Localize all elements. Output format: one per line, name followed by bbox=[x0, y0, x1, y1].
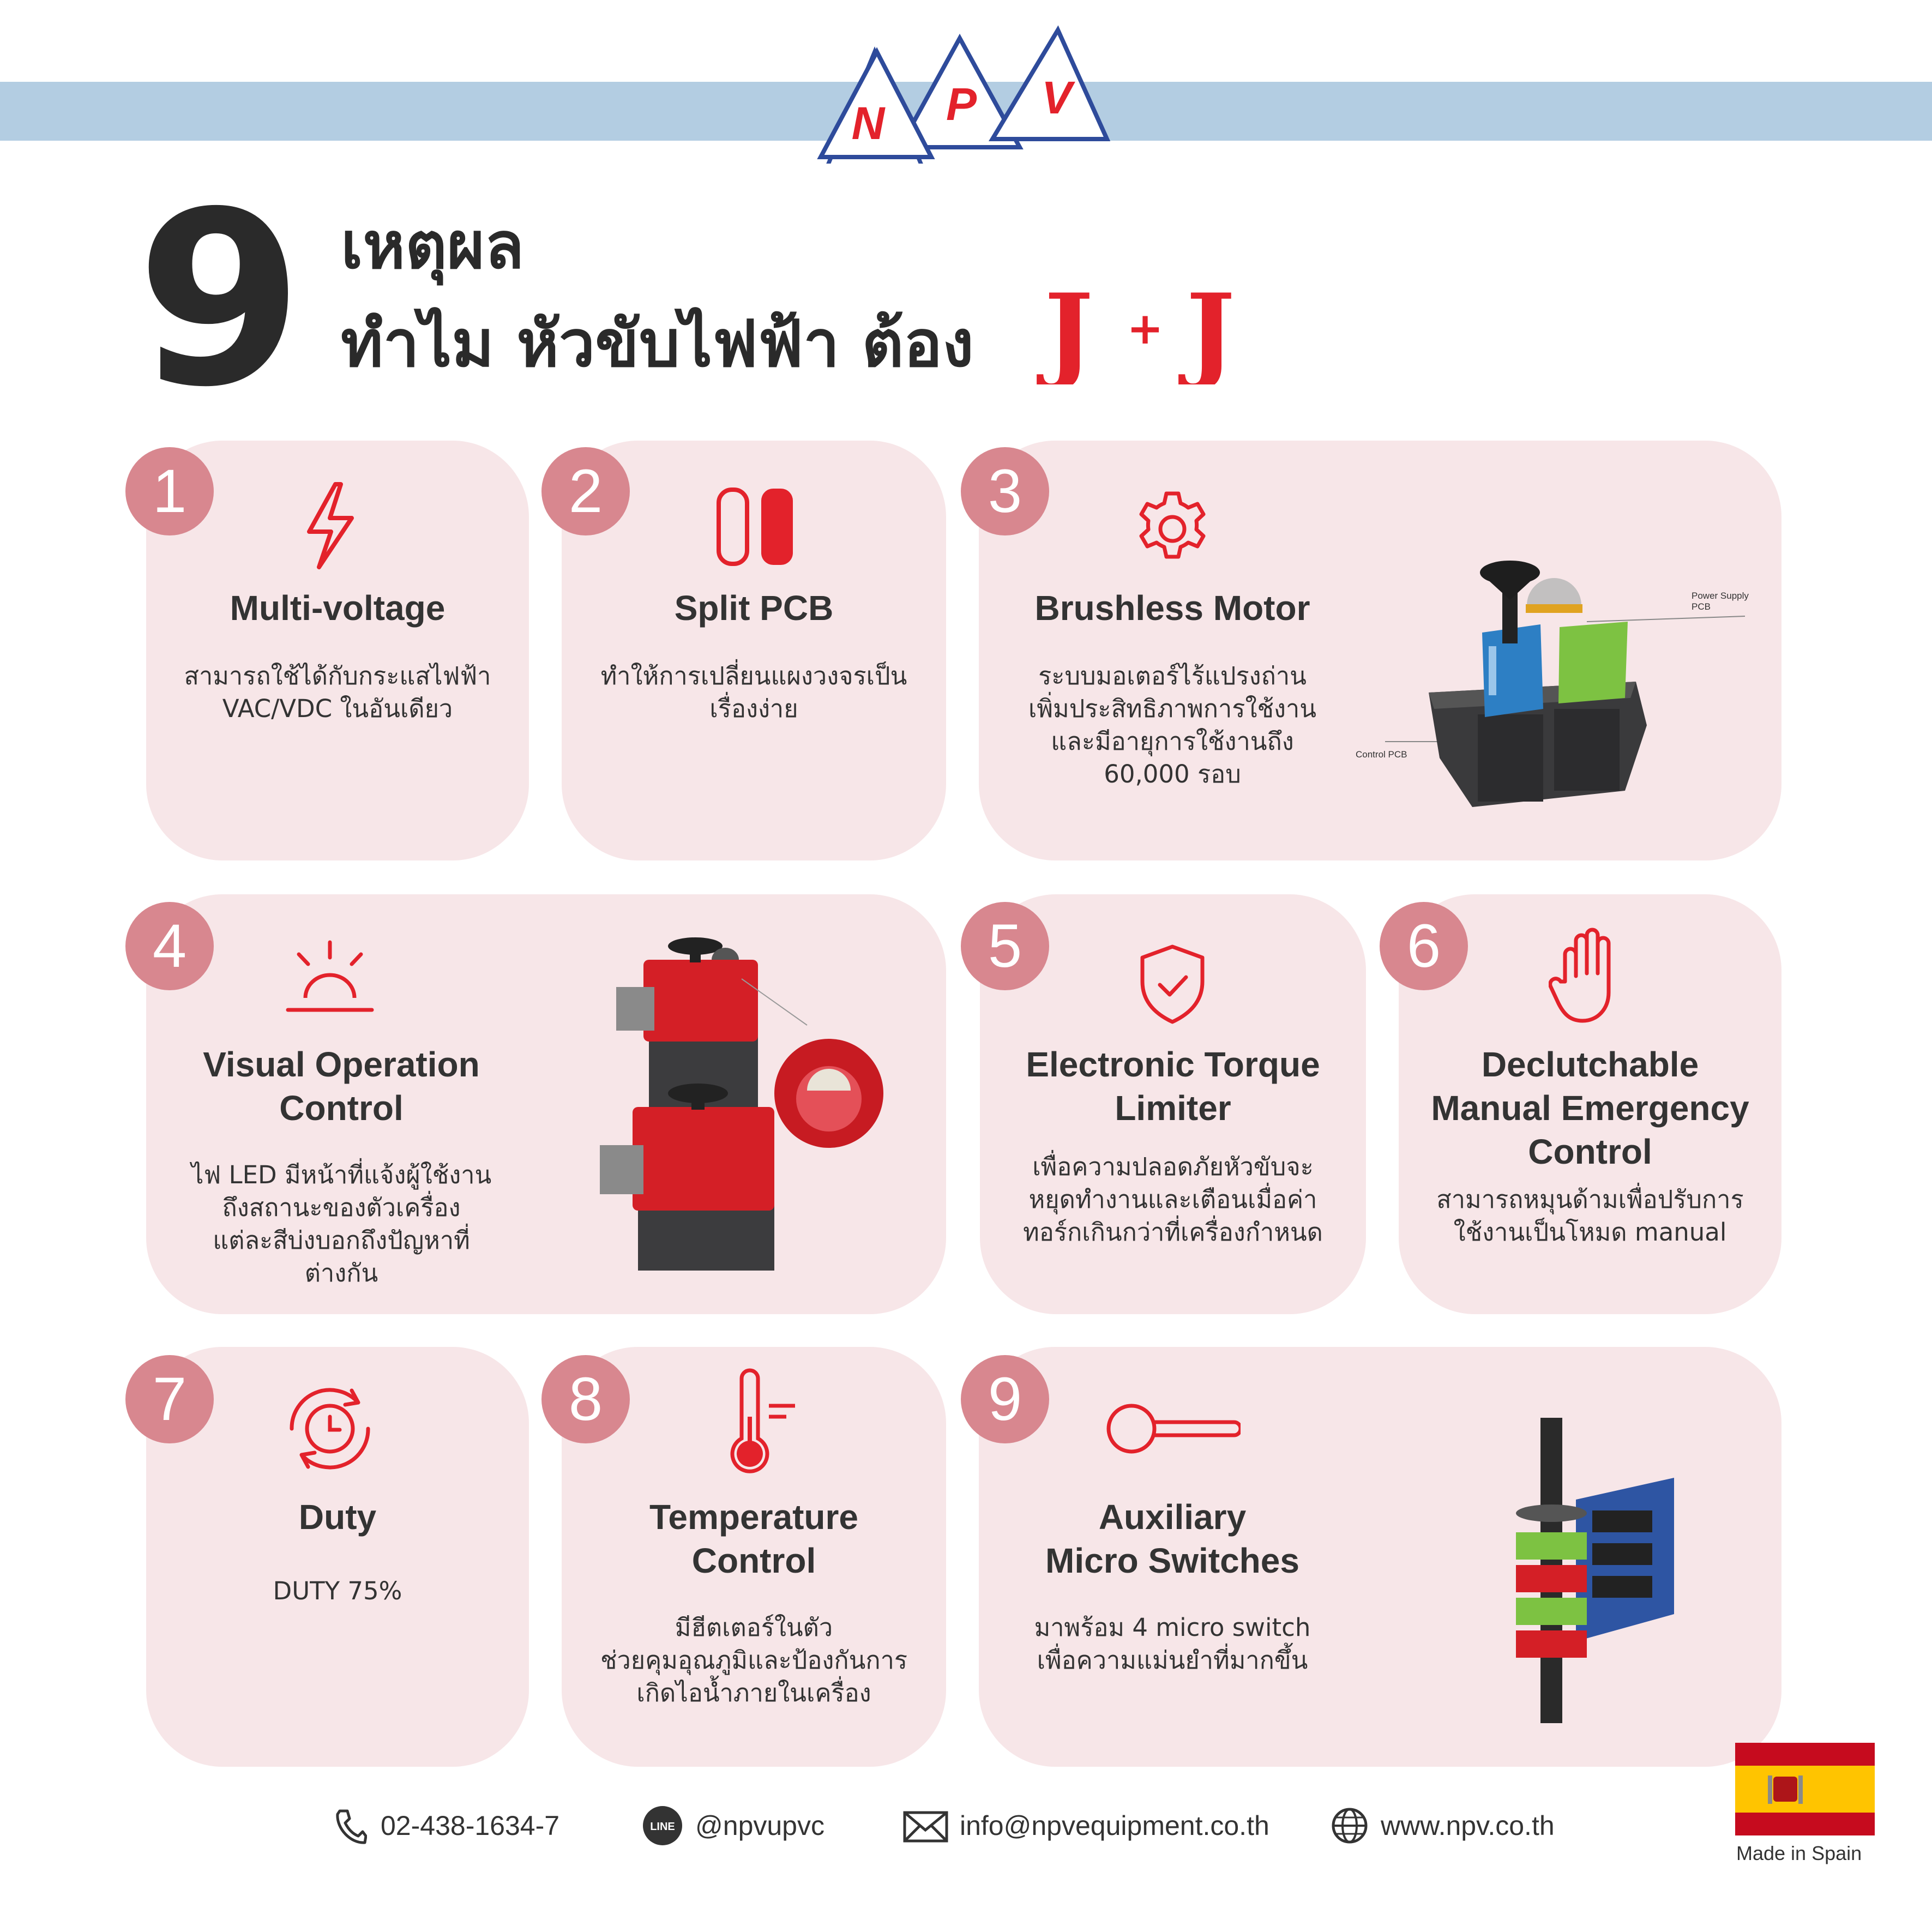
card-title: Temperature bbox=[649, 1497, 858, 1537]
alarm-light-icon bbox=[284, 938, 376, 1014]
switch-toggle-icon bbox=[1104, 1401, 1241, 1456]
card-title: Split PCB bbox=[674, 588, 834, 628]
card-desc-line: มาพร้อม 4 micro switch bbox=[1034, 1613, 1311, 1642]
card-desc-line: เพิ่มประสิทธิภาพการใช้งาน bbox=[1028, 694, 1316, 723]
jj-plus: + bbox=[1127, 303, 1164, 354]
headline-reasons: เหตุผล bbox=[341, 208, 525, 283]
micro-switch-image bbox=[1494, 1412, 1690, 1736]
website-link[interactable]: www.npv.co.th bbox=[1381, 1810, 1555, 1841]
power-pcb-label-2: PCB bbox=[1692, 601, 1711, 612]
shield-check-icon bbox=[1137, 943, 1208, 1025]
control-pcb-label: Control PCB bbox=[1356, 749, 1407, 760]
big-number: 9 bbox=[136, 160, 298, 440]
logo-letter-n: N bbox=[851, 98, 885, 149]
card-desc-line: ไฟ LED มีหน้าที่แจ้งผู้ใช้งาน bbox=[191, 1160, 492, 1189]
phone-number[interactable]: 02-438-1634-7 bbox=[381, 1810, 560, 1841]
card-number-badge: 1 bbox=[125, 447, 214, 535]
card-title: Declutchable bbox=[1481, 1045, 1699, 1084]
jj-right: J bbox=[1186, 286, 1235, 384]
card-title: Control bbox=[691, 1541, 816, 1580]
card-desc-line: สามารถใช้ได้กับกระแสไฟฟ้า bbox=[184, 661, 491, 690]
card-title: Auxiliary bbox=[1098, 1497, 1247, 1537]
split-icon bbox=[714, 486, 796, 568]
card-desc-line: VAC/VDC ในอันเดียว bbox=[222, 694, 453, 723]
card-number-badge: 9 bbox=[961, 1355, 1049, 1443]
gear-icon bbox=[1131, 488, 1213, 570]
card-desc-line: ถึงสถานะของตัวเครื่อง bbox=[222, 1193, 461, 1222]
card-number-badge: 8 bbox=[541, 1355, 630, 1443]
card-desc-line: แต่ละสีบ่งบอกถึงปัญหาที่ bbox=[213, 1226, 470, 1255]
logo-letter-p: P bbox=[946, 79, 977, 130]
card-desc-line: เกิดไอน้ำภายในเครื่อง bbox=[636, 1678, 871, 1707]
card-desc-line: เพื่อความแม่นยำที่มากขึ้น bbox=[1037, 1646, 1308, 1675]
headline-question: ทำไม หัวขับไฟฟ้า ต้อง bbox=[341, 306, 974, 381]
globe-icon bbox=[1331, 1807, 1369, 1847]
card-number-badge: 3 bbox=[961, 447, 1049, 535]
made-in-label: Made in Spain bbox=[1736, 1842, 1862, 1864]
card-desc-line: ทอร์กเกินกว่าที่เครื่องกำหนด bbox=[1023, 1218, 1323, 1247]
card-number-badge: 5 bbox=[961, 902, 1049, 990]
card-desc-line: สามารถหมุนด้ามเพื่อปรับการ bbox=[1436, 1185, 1744, 1214]
lightning-icon bbox=[297, 480, 363, 573]
card-desc-line: เพื่อความปลอดภัยหัวขับจะ bbox=[1032, 1152, 1314, 1181]
jj-left: J bbox=[1044, 286, 1093, 384]
card-title: Duty bbox=[298, 1497, 377, 1537]
card-title: Visual Operation bbox=[203, 1045, 480, 1084]
card-number-badge: 2 bbox=[541, 447, 630, 535]
npv-logo bbox=[807, 22, 1123, 164]
line-icon bbox=[641, 1805, 684, 1851]
card-title: Control bbox=[1528, 1132, 1652, 1171]
line-badge-text: LINE bbox=[650, 1821, 675, 1833]
card-desc-line: ช่วยคุมอุณภูมิและป้องกันการ bbox=[600, 1646, 908, 1675]
card-desc-line: หยุดทำงานและเตือนเมื่อค่า bbox=[1028, 1185, 1317, 1214]
card-desc-line: 60,000 รอบ bbox=[1104, 760, 1241, 789]
card-desc-line: เรื่องง่าย bbox=[709, 694, 798, 723]
card-desc-line: ทำให้การเปลี่ยนแผงวงจรเป็น bbox=[600, 661, 907, 690]
card-number-badge: 7 bbox=[125, 1355, 214, 1443]
line-account[interactable]: @npvupvc bbox=[695, 1810, 824, 1841]
card-desc-line: DUTY 75% bbox=[273, 1576, 402, 1605]
email-address[interactable]: info@npvequipment.co.th bbox=[960, 1810, 1269, 1841]
card-title: Limiter bbox=[1115, 1088, 1231, 1128]
card-desc-line: และมีอายุการใช้งานถึง bbox=[1051, 727, 1294, 756]
card-title: Electronic Torque bbox=[1026, 1045, 1320, 1084]
phone-icon bbox=[334, 1808, 367, 1848]
red-actuator-image bbox=[562, 927, 911, 1284]
card-desc-line: ใช้งานเป็นโหมด manual bbox=[1453, 1218, 1727, 1247]
power-pcb-label: Power Supply bbox=[1692, 591, 1749, 601]
mail-icon bbox=[902, 1810, 949, 1845]
thermometer-icon bbox=[725, 1368, 802, 1477]
card-title: Multi-voltage bbox=[230, 588, 446, 628]
jj-brand-logo bbox=[1036, 286, 1254, 384]
card-title: Micro Switches bbox=[1045, 1541, 1299, 1580]
card-desc-line: มีฮีตเตอร์ในตัว bbox=[675, 1613, 833, 1642]
card-number-badge: 4 bbox=[125, 902, 214, 990]
card-title: Manual Emergency bbox=[1431, 1088, 1749, 1128]
clock-cycle-icon bbox=[275, 1380, 384, 1478]
logo-letter-v: V bbox=[1041, 72, 1073, 123]
hand-icon bbox=[1549, 927, 1630, 1025]
card-number-badge: 6 bbox=[1380, 902, 1468, 990]
card-title: Brushless Motor bbox=[1034, 588, 1310, 628]
card-desc-line: ระบบมอเตอร์ไร้แปรงถ่าน bbox=[1038, 661, 1307, 690]
spain-flag bbox=[1735, 1743, 1875, 1838]
card-desc-line: ต่างกัน bbox=[304, 1259, 378, 1287]
card-title: Control bbox=[279, 1088, 404, 1128]
